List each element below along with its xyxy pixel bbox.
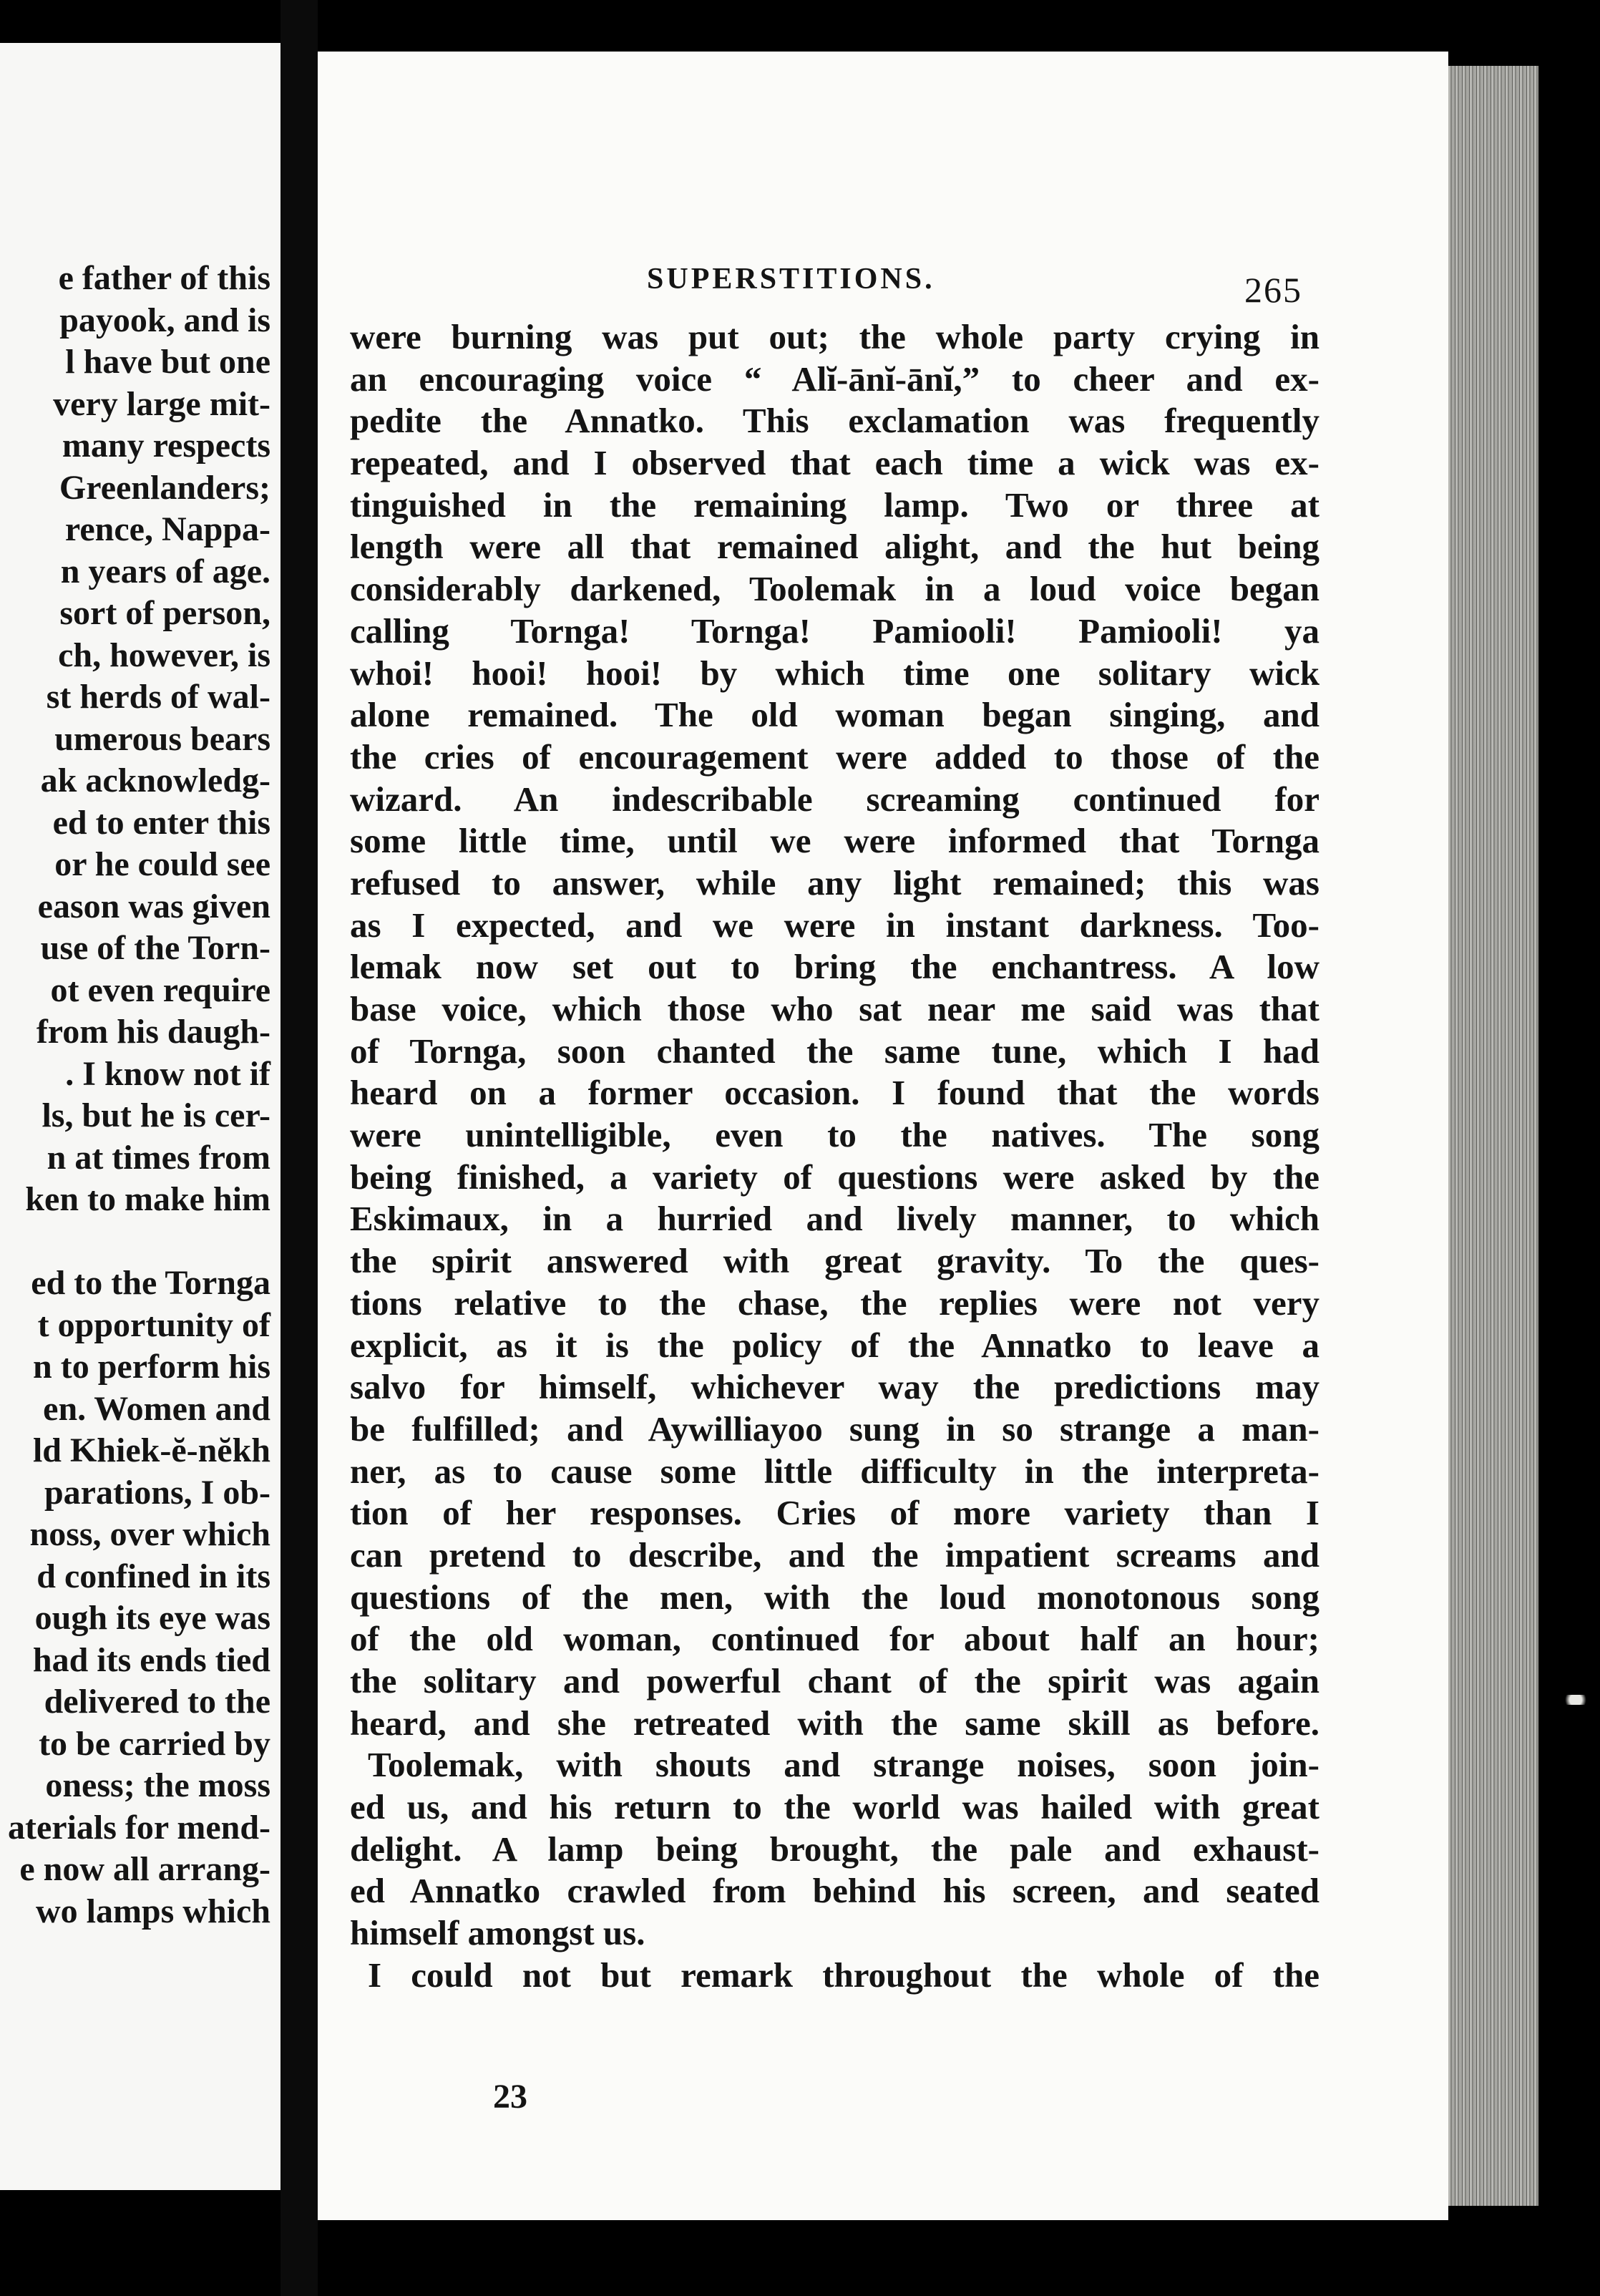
text-line: being finished, a variety of questions were asked by the <box>350 1157 1319 1197</box>
running-title: SUPERSTITIONS. <box>647 263 935 296</box>
text-line: ner, as to cause some little difficulty in the interpreta- <box>350 1451 1319 1491</box>
left-line: from his daugh- <box>36 1013 270 1051</box>
text-line: himself amongst us. <box>350 1913 645 1953</box>
left-line: eason was given <box>37 887 270 925</box>
left-line: to be carried by <box>39 1724 270 1763</box>
text-line: heard, and she retreated with the same skill as before. <box>350 1703 1319 1743</box>
text-line: of the old woman, continued for about half an hour; <box>350 1619 1319 1659</box>
left-line: parations, I ob- <box>44 1473 270 1512</box>
text-line: were burning was put out; the whole party crying in <box>350 317 1319 356</box>
left-page-text <box>8 258 270 1932</box>
scan-speck <box>1561 1695 1590 1705</box>
text-line: an encouraging voice “ Alĭ-ānĭ-ānĭ,” to cheer and ex- <box>350 359 1319 399</box>
left-line: en. Women and <box>43 1389 270 1428</box>
text-line: can pretend to describe, and the impatient screams and <box>350 1534 1319 1575</box>
left-line: umerous bears <box>54 719 270 758</box>
left-line: ed to the Tornga <box>31 1264 270 1302</box>
left-line: ak acknowledg- <box>40 762 270 799</box>
text-line: ed Annatko crawled from behind his screen, and seated <box>350 1871 1319 1911</box>
left-line: ken to make him <box>25 1180 270 1218</box>
text-line: repeated, and I observed that each time a wick was ex- <box>350 443 1319 483</box>
text-line: questions of the men, with the loud monotonous song <box>350 1577 1319 1617</box>
left-line: payook, and is <box>59 301 270 339</box>
text-line: calling Tornga! Tornga! Pamiooli! Pamiooli! ya <box>350 611 1319 651</box>
left-line: or he could see <box>54 845 270 883</box>
left-line: sort of person, <box>59 594 270 632</box>
text-line: considerably darkened, Toolemak in a loud voice began <box>350 569 1319 609</box>
left-line: noss, over which <box>29 1515 270 1553</box>
text-line: lemak now set out to bring the enchantress. A low <box>350 947 1319 987</box>
left-line: Greenlanders; <box>59 468 270 507</box>
left-line: aterials for mend- <box>7 1808 270 1847</box>
running-head <box>318 222 1448 310</box>
text-line: refused to answer, while any light remained; this was <box>350 862 1319 903</box>
text-line: be fulfilled; and Aywilliayoo sung in so strange a man- <box>350 1409 1319 1449</box>
text-line: alone remained. The old woman began singing, and <box>350 695 1319 735</box>
text-line: were unintelligible, even to the natives. The song <box>350 1115 1319 1155</box>
text-line: the spirit answered with great gravity. To the ques- <box>350 1241 1319 1281</box>
text-line: some little time, until we were informed that Tornga <box>350 821 1319 861</box>
body-text <box>350 316 1319 1997</box>
left-line: ch, however, is <box>58 636 270 674</box>
left-line: t opportunity of <box>37 1305 270 1344</box>
text-line: I could not but remark throughout the whole of the <box>368 1955 1319 1995</box>
text-line: Eskimaux, in a hurried and lively manner, to which <box>350 1199 1319 1239</box>
text-line: ed us, and his return to the world was hailed with great <box>350 1787 1319 1827</box>
left-line <box>8 1221 270 1263</box>
text-line: as I expected, and we were in instant darkness. Too- <box>350 905 1319 945</box>
left-line: l have but one <box>65 343 270 381</box>
left-line: rence, Nappa- <box>64 510 270 548</box>
left-line: n at times from <box>47 1138 270 1177</box>
text-line: of Tornga, soon chanted the same tune, which I had <box>350 1031 1319 1071</box>
text-line: heard on a former occasion. I found that the words <box>350 1073 1319 1113</box>
left-line: wo lamps which <box>35 1892 270 1930</box>
left-line: d confined in its <box>36 1557 270 1595</box>
text-line: base voice, which those who sat near me said was that <box>350 989 1319 1028</box>
text-line: tinguished in the remaining lamp. Two or three at <box>350 485 1319 525</box>
signature-mark: 23 <box>493 2078 527 2116</box>
left-page <box>0 43 282 2190</box>
left-line: very large mit- <box>53 384 270 423</box>
left-line: use of the Torn- <box>40 929 270 967</box>
text-line: salvo for himself, whichever way the predictions may <box>350 1367 1319 1407</box>
left-line: had its ends tied <box>32 1640 270 1679</box>
text-line: the solitary and powerful chant of the spirit was again <box>350 1661 1319 1701</box>
left-line: ough its eye was <box>34 1599 270 1637</box>
text-line: wizard. An indescribable screaming continued for <box>350 779 1319 819</box>
text-line: tion of her responses. Cries of more variety than I <box>350 1493 1319 1533</box>
left-line: many respects <box>62 427 270 464</box>
text-line: tions relative to the chase, the replies were not very <box>350 1283 1319 1323</box>
left-line: delivered to the <box>44 1683 270 1721</box>
left-line: st herds of wal- <box>46 678 270 716</box>
left-line: . I know not if <box>65 1054 270 1093</box>
left-line: oness; the moss <box>45 1766 270 1804</box>
left-line: ot even require <box>50 971 270 1009</box>
left-line: e now all arrang- <box>19 1850 270 1888</box>
book-gutter <box>281 0 318 2296</box>
left-line: ed to enter this <box>52 803 270 842</box>
text-line: pedite the Annatko. This exclamation was frequently <box>350 401 1319 441</box>
text-line: the cries of encouragement were added to those of the <box>350 736 1319 777</box>
right-page <box>318 52 1448 2220</box>
text-line: length were all that remained alight, and the hut being <box>350 527 1319 567</box>
page-number: 265 <box>1244 270 1302 310</box>
page-block-edge <box>1448 66 1538 2206</box>
page-edge-shadow <box>1538 66 1600 2206</box>
left-line: ls, but he is cer- <box>42 1096 270 1134</box>
text-line: delight. A lamp being brought, the pale and exhaust- <box>350 1829 1319 1869</box>
left-line: n to perform his <box>33 1348 270 1386</box>
left-line: ld Khiek-ĕ-nĕkh <box>32 1431 270 1469</box>
left-line: e father of this <box>58 259 270 297</box>
left-line: n years of age. <box>60 552 270 590</box>
text-line: whoi! hooi! hooi! by which time one solitary wick <box>350 653 1319 693</box>
text-line: Toolemak, with shouts and strange noises, soon join- <box>368 1745 1319 1785</box>
text-line: explicit, as it is the policy of the Annatko to leave a <box>350 1325 1319 1365</box>
